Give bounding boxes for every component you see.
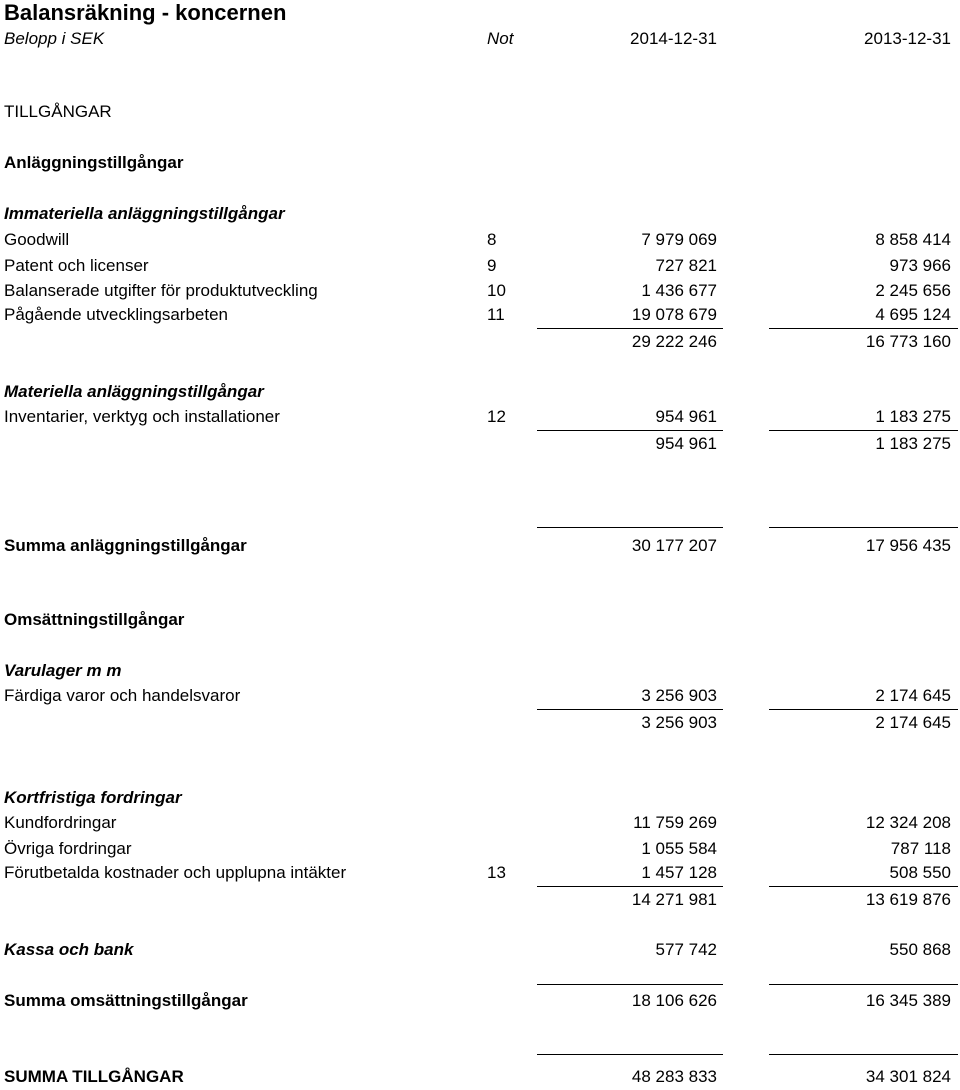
row-label: Färdiga varor och handelsvaror <box>4 686 241 705</box>
row-value-2014: 1 436 677 <box>641 281 717 300</box>
assets-heading: TILLGÅNGAR <box>4 102 112 121</box>
current-assets-heading: Omsättningstillgångar <box>4 610 185 629</box>
grand-total-value-2014: 48 283 833 <box>631 1067 717 1086</box>
current-total-row <box>0 988 960 1014</box>
row-value-2013: 787 118 <box>890 839 951 858</box>
total-overline-2014 <box>537 527 723 528</box>
currency-label: Belopp i SEK <box>4 29 105 48</box>
table-row <box>0 404 960 430</box>
cash-label: Kassa och bank <box>4 940 134 959</box>
inventory-heading-row <box>0 658 960 684</box>
row-label: Patent och licenser <box>4 256 149 275</box>
subtotal-value-2013: 2 174 645 <box>875 713 951 732</box>
page-title: Balansräkning - koncernen <box>4 0 287 25</box>
row-label: Balanserade utgifter för produktutveckling <box>4 281 318 300</box>
row-value-2014: 954 961 <box>655 407 717 426</box>
inventory-heading: Varulager m m <box>4 661 122 680</box>
table-row <box>0 683 960 709</box>
subtotal-row <box>0 710 960 736</box>
row-value-2013: 2 245 656 <box>875 281 951 300</box>
grand-total-row <box>0 1064 960 1090</box>
subtotal-row <box>0 329 960 355</box>
current-assets-heading-row <box>0 607 960 633</box>
subtotal-value-2013: 16 773 160 <box>865 332 951 351</box>
row-label: Goodwill <box>4 230 70 249</box>
row-label: Förutbetalda kostnader och upplupna intäkter <box>4 863 347 882</box>
intangible-heading-row <box>0 201 960 227</box>
fixed-total-label: Summa anläggningstillgångar <box>4 536 247 555</box>
grand-total-label: SUMMA TILLGÅNGAR <box>4 1067 184 1086</box>
current-total-label: Summa omsättningstillgångar <box>4 991 248 1010</box>
row-value-2013: 8 858 414 <box>875 230 951 249</box>
subtotal-value-2014: 14 271 981 <box>631 890 717 909</box>
subtotal-value-2013: 1 183 275 <box>875 434 951 453</box>
row-value-2014: 3 256 903 <box>641 686 717 705</box>
table-row <box>0 860 960 886</box>
row-label: Övriga fordringar <box>4 839 132 858</box>
current-total-value-2013: 16 345 389 <box>865 991 951 1010</box>
grand-total-value-2013: 34 301 824 <box>865 1067 951 1086</box>
fixed-total-value-2014: 30 177 207 <box>631 536 717 555</box>
cash-row <box>0 937 960 963</box>
col-2013-header: 2013-12-31 <box>864 29 951 48</box>
total-overline-2014 <box>537 984 723 985</box>
row-label: Pågående utvecklingsarbeten <box>4 305 228 324</box>
row-value-2013: 1 183 275 <box>875 407 951 426</box>
tangible-heading-row <box>0 379 960 405</box>
row-value-2014: 727 821 <box>655 256 717 275</box>
total-overline-2013 <box>769 527 958 528</box>
header-title-row <box>0 0 960 26</box>
row-note: 8 <box>487 230 497 249</box>
cash-value-2013: 550 868 <box>889 940 951 959</box>
row-value-2013: 508 550 <box>889 863 951 882</box>
row-value-2013: 973 966 <box>889 256 951 275</box>
total-overline-2013 <box>769 984 958 985</box>
subtotal-value-2014: 3 256 903 <box>641 713 717 732</box>
row-value-2014: 7 979 069 <box>641 230 717 249</box>
fixed-assets-heading: Anläggningstillgångar <box>4 153 184 172</box>
tangible-heading: Materiella anläggningstillgångar <box>4 382 264 401</box>
cash-value-2014: 577 742 <box>655 940 717 959</box>
fixed-total-row <box>0 533 960 559</box>
subtotal-row <box>0 887 960 913</box>
row-value-2013: 12 324 208 <box>865 813 951 832</box>
row-note: 10 <box>487 281 506 300</box>
fixed-assets-heading-row <box>0 150 960 176</box>
receivables-heading-row <box>0 785 960 811</box>
row-value-2013: 4 695 124 <box>875 305 951 324</box>
row-value-2014: 1 457 128 <box>641 863 717 882</box>
subtotal-value-2013: 13 619 876 <box>865 890 951 909</box>
table-row <box>0 836 960 862</box>
row-value-2014: 19 078 679 <box>631 305 717 324</box>
subtotal-row <box>0 431 960 457</box>
fixed-total-value-2013: 17 956 435 <box>865 536 951 555</box>
row-note: 13 <box>487 863 506 882</box>
row-note: 12 <box>487 407 506 426</box>
row-note: 11 <box>487 305 505 324</box>
table-row <box>0 302 960 328</box>
row-label: Kundfordringar <box>4 813 117 832</box>
subtotal-value-2014: 29 222 246 <box>631 332 717 351</box>
intangible-heading: Immateriella anläggningstillgångar <box>4 204 285 223</box>
receivables-heading: Kortfristiga fordringar <box>4 788 182 807</box>
row-label: Inventarier, verktyg och installationer <box>4 407 280 426</box>
row-note: 9 <box>487 256 497 275</box>
row-value-2014: 11 759 269 <box>633 813 717 832</box>
col-2014-header: 2014-12-31 <box>630 29 717 48</box>
note-column-header: Not <box>487 29 514 48</box>
column-header-row <box>0 26 960 52</box>
assets-heading-row <box>0 99 960 125</box>
table-row <box>0 278 960 304</box>
grand-total-overline-2014 <box>537 1054 723 1055</box>
table-row <box>0 253 960 279</box>
table-row <box>0 227 960 253</box>
row-value-2014: 1 055 584 <box>641 839 717 858</box>
grand-total-overline-2013 <box>769 1054 958 1055</box>
subtotal-value-2014: 954 961 <box>655 434 717 453</box>
table-row <box>0 810 960 836</box>
current-total-value-2014: 18 106 626 <box>631 991 717 1010</box>
row-value-2013: 2 174 645 <box>875 686 951 705</box>
